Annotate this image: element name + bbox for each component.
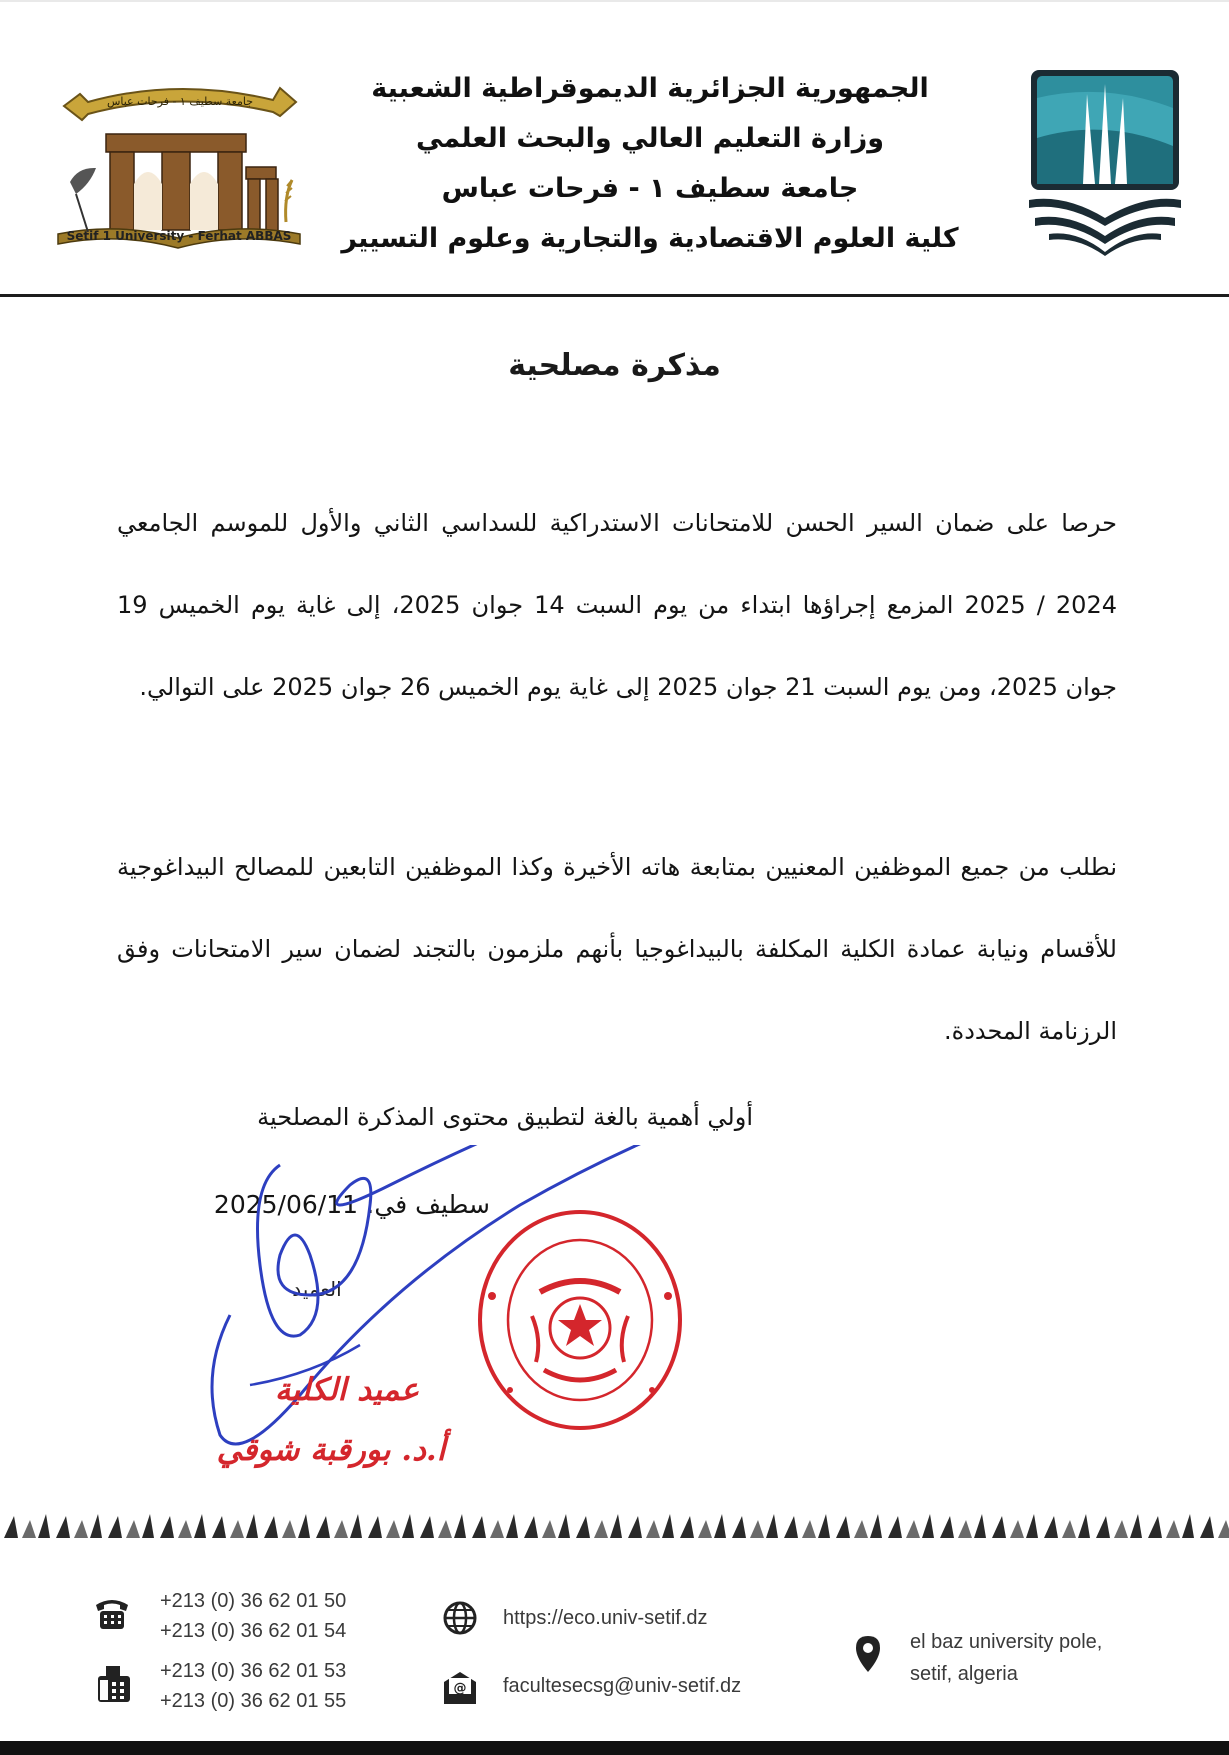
memo-paragraph-importance: أولي أهمية بالغة لتطبيق محتوى المذكرة المصلحية	[257, 1103, 753, 1131]
website-link[interactable]: https://eco.univ-setif.dz	[503, 1607, 708, 1629]
phone-group-2	[160, 1656, 346, 1716]
signatory-title: عميد الكلية	[274, 1372, 420, 1408]
letterhead	[0, 0, 1229, 300]
address	[910, 1626, 1102, 1690]
memo-paragraph-staff-request: نطلب من جميع الموظفين المعنيين بمتابعة هاته الأخيرة وكذا الموظفين التابعين للمصالح البيداغوجية للأقسام ونيابة عمادة الكلية المكلفة بالبيداغوجيا بأنهم ملزمون بالتجند لضمان سير الامتحانات وفق الرزنامة المحددة.	[117, 853, 1117, 1045]
header-line-republic: الجمهورية الجزائرية الديموقراطية الشعبية	[371, 73, 929, 104]
memo-title: مذكرة مصلحية	[508, 348, 721, 383]
phone-number[interactable]: +213 (0) 36 62 01 53	[160, 1660, 347, 1682]
svg-text:@: @	[453, 1681, 467, 1696]
phone-group-1	[160, 1586, 346, 1646]
address-line-1: el baz university pole,	[910, 1631, 1103, 1653]
university-arch-logo	[48, 72, 310, 250]
memo-paragraph-exam-dates: حرصا على ضمان السير الحسن للامتحانات الاستدراكية للسداسي الثاني والأول للموسم الجامعي 2024 / 2025 المزمع إجراؤها ابتداء من يوم السبت 14 جوان 2025، إلى غاية يوم الخميس 19 جوان 2025، ومن يوم السبت 21 جوان 2025 إلى غاية يوم الخميس 26 جوان 2025 على التوالي.	[117, 509, 1117, 701]
phone-number[interactable]: +213 (0) 36 62 01 50	[160, 1590, 347, 1612]
logo-banner-text: جامعة سطيف ١ - فرحات عباس	[106, 95, 254, 108]
signatory-name: أ.د. بورقبة شوقي	[216, 1432, 446, 1468]
fax-icon	[96, 1664, 136, 1704]
globe-icon	[440, 1598, 480, 1638]
signatory-label: العميد	[292, 1277, 342, 1301]
phone-number[interactable]: +213 (0) 36 62 01 55	[160, 1690, 347, 1712]
header-line-faculty: كلية العلوم الاقتصادية والتجارية وعلوم التسيير	[341, 223, 959, 254]
handwritten-signature	[190, 1145, 670, 1455]
place-and-date: سطيف في: 2025/06/11	[213, 1190, 490, 1219]
email-link[interactable]: facultesecsg@univ-setif.dz	[503, 1675, 742, 1697]
header-line-ministry: وزارة التعليم العالي والبحث العلمي	[415, 123, 885, 154]
location-pin-icon	[848, 1634, 888, 1674]
faculty-logo	[1025, 68, 1185, 256]
page-bottom-edge	[0, 1741, 1229, 1755]
phone-icon	[92, 1593, 132, 1633]
email-icon	[440, 1668, 480, 1708]
address-line-2: setif, algeria	[910, 1663, 1018, 1685]
left-logo-caption: Setif 1 University - Ferhat ABBAS	[66, 229, 292, 243]
header-institution-lines	[330, 64, 970, 264]
header-line-university: جامعة سطيف ١ - فرحات عباس	[441, 173, 859, 204]
header-divider	[0, 294, 1229, 297]
phone-number[interactable]: +213 (0) 36 62 01 54	[160, 1620, 347, 1642]
footer-ornament	[0, 1508, 1229, 1544]
